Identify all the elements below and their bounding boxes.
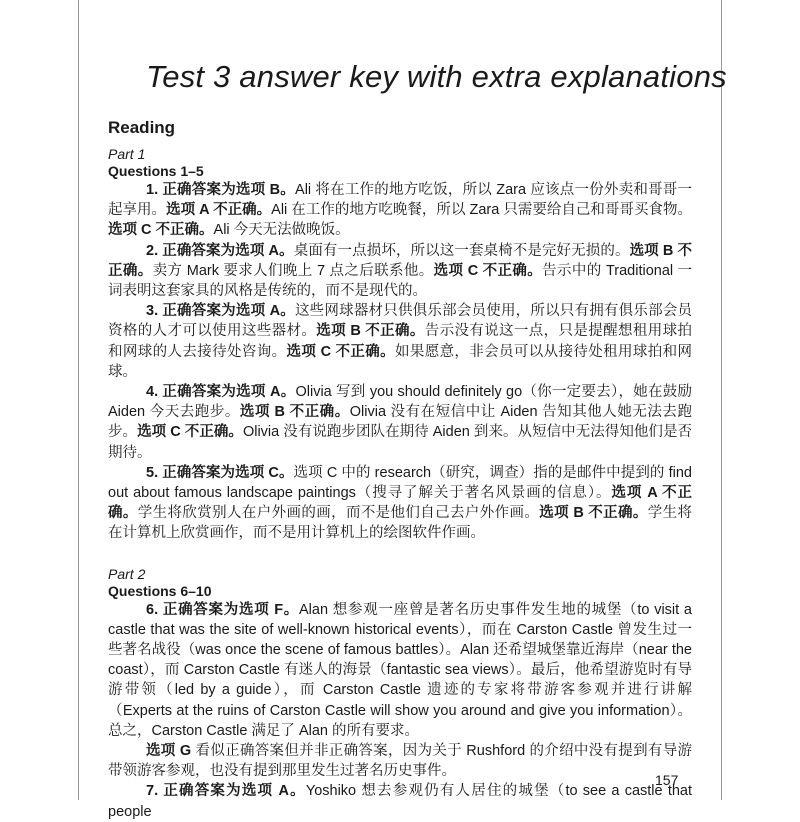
answer-label: 选项 B 不正确。: [539, 505, 648, 522]
explanation-text: Yoshiko 想去参观仍有人居住的城堡（to see a castle that people: [108, 783, 693, 820]
explanation-text: 告示中的 Traditional 一词表明这套家具的风格是传统的，而不是现代的。: [108, 262, 693, 300]
answer-label: 2. 正确答案为选项 A。: [146, 242, 294, 259]
part-heading: Part 1: [108, 146, 146, 162]
answer-label: 选项 B 不正确。: [108, 242, 692, 279]
answer-label: 6. 正确答案为选项 F。: [146, 601, 300, 618]
explanation-text: 看似正确答案但并非正确答案，因为关于 Rushford 的介绍中没有提到有导游带领游客参观，也没有提到那里发生过著名历史事件。: [108, 743, 692, 780]
answer-label: 1. 正确答案为选项 B。: [146, 182, 296, 198]
answer-label: 选项 B 不正确。: [316, 323, 425, 340]
explanation-paragraph: [108, 301, 692, 382]
answer-label: 选项 G: [146, 743, 196, 760]
part-heading: Part 2: [108, 565, 146, 582]
explanation-paragraph: [108, 382, 692, 463]
page-title: Test 3 answer key with extra explanations: [146, 59, 727, 94]
explanation-text: Ali 今天无法做晚饭。: [213, 222, 350, 239]
answer-label: 选项 C 不正确。: [108, 222, 214, 239]
spacer: [108, 544, 692, 566]
answer-label: 5. 正确答案为选项 C。: [146, 464, 294, 481]
explanation-text: Olivia 写到 you should definitely go（你一定要去），她在鼓励 Aiden 今天去跑步。: [108, 384, 692, 421]
questions-heading: Questions 6–10: [108, 582, 212, 599]
explanation-paragraph: [108, 600, 692, 741]
explanation-paragraph: [108, 741, 692, 781]
section-heading: Reading: [108, 118, 176, 137]
explanation-text: 学生将在计算机上欣赏画作，而不是用计算机上的绘图软件作画。: [108, 505, 693, 542]
answer-label: 选项 A 不正确。: [166, 202, 272, 219]
explanation-text: 告示没有说这一点，只是提醒想租用球拍和网球的人去接待处咨询。: [108, 323, 693, 360]
explanation-paragraph: [108, 241, 692, 302]
answer-label: 4. 正确答案为选项 A。: [146, 384, 296, 401]
explanation-text: 桌面有一点损坏，所以这一套桌椅不是完好无损的。: [293, 242, 630, 259]
explanation-paragraph: [108, 463, 692, 544]
answer-label: 选项 B 不正确。: [239, 404, 350, 421]
explanation-text: 学生将欣赏别人在户外画的画，而不是他们自己去户外作画。: [137, 505, 540, 522]
explanation-text: Alan 想参观一座曾是著名历史事件发生地的城堡（to visit a castle that was the site of well-known historical events），而在 Carston Castle 曾发生过一些著名战役（was once the scene of famous battles）。Alan 还希望城堡靠近海岸（near the coast），而 Carston Castle 有迷人的海景（fantastic sea views）。最后，他希望游览时有导游带领（led by a guide），而 Carston Castle 遗迹的专家将带游客参观并进行讲解（Experts at the ruins of Carston Castle will show you around and give you information）。总之，Carston Castle 满足了 Alan 的所有要求。: [108, 601, 692, 739]
document-body: [108, 118, 692, 822]
explanation-text: Olivia 没有说跑步团队在期待 Aiden 到来。从短信中无法得知他们是否期待。: [108, 424, 692, 461]
explanation-text: Ali 在工作的地方吃晚餐，所以 Zara 只需要给自己和哥哥买食物。: [271, 202, 693, 219]
explanation-paragraph: [108, 180, 692, 241]
answer-label: 选项 C 不正确。: [286, 343, 395, 360]
explanation-text: Ali 将在工作的地方吃饭，所以 Zara 应该点一份外卖和哥哥一起享用。: [108, 182, 693, 219]
answer-label: 选项 C 不正确。: [137, 424, 243, 441]
answer-label: 选项 A 不正确。: [108, 485, 692, 522]
explanation-paragraph: [108, 781, 692, 821]
explanation-text: Olivia 没有在短信中让 Aiden 告知其他人她无法去跑步。: [108, 404, 692, 441]
answer-label: 3. 正确答案为选项 A。: [146, 303, 295, 320]
explanation-text: 这些网球器材只供俱乐部会员使用，所以只有拥有俱乐部会员资格的人才可以使用这些器材。: [108, 303, 693, 340]
answer-label: 选项 C 不正确。: [433, 262, 543, 279]
page-number: 157: [655, 772, 679, 788]
questions-heading: Questions 1–5: [108, 163, 204, 179]
explanation-text: 如果愿意，非会员可以从接待处租用球拍和网球。: [108, 343, 693, 380]
explanation-text: 卖方 Mark 要求人们晚上 7 点之后联系他。: [152, 262, 434, 279]
explanation-text: 选项 C 中的 research（研究，调查）指的是邮件中提到的 find out about famous landscape paintings（搜寻了解关于著名风景画的信息）。: [108, 464, 692, 502]
answer-label: 7. 正确答案为选项 A。: [146, 783, 306, 800]
